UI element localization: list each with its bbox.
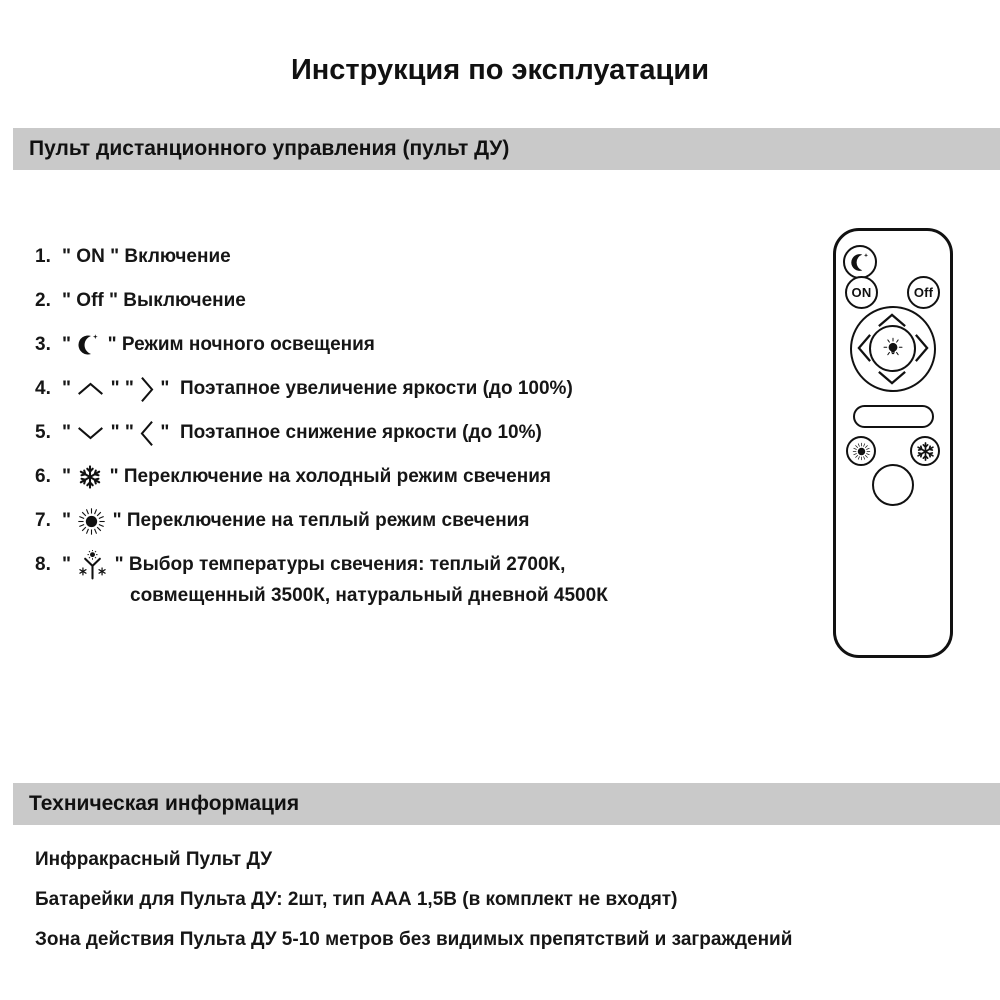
instruction-number: 7. xyxy=(35,510,51,531)
instruction-text: " xyxy=(62,334,77,355)
instruction-text: " Выбор температуры свечения: теплый 2700К, xyxy=(109,554,566,575)
moon-icon xyxy=(77,333,101,357)
dpad-down-icon xyxy=(874,370,910,385)
warm-sun-icon xyxy=(852,442,871,461)
remote-control-diagram xyxy=(833,228,953,658)
instruction-text: " Поэтапное увеличение яркости (до 100%) xyxy=(155,378,573,399)
moon-icon xyxy=(850,252,871,273)
instruction-text: " Переключение на холодный режим свечения xyxy=(104,466,551,487)
cold-mode-button xyxy=(910,436,940,466)
instruction-item xyxy=(35,411,608,455)
off-button-label: Off xyxy=(913,285,934,300)
off-button xyxy=(907,276,940,309)
section-header-tech-label: Техническая информация xyxy=(29,792,300,815)
dpad xyxy=(850,306,936,392)
instruction-item xyxy=(35,455,608,499)
instruction-text: " xyxy=(62,466,77,487)
instruction-item xyxy=(35,499,608,543)
instruction-number: 2. xyxy=(35,290,51,311)
temp-select-round-button xyxy=(872,464,914,506)
bulb-icon xyxy=(881,337,905,361)
instruction-text: " xyxy=(62,378,77,399)
night-mode-button xyxy=(843,245,877,279)
snowflake-icon xyxy=(915,441,936,462)
instruction-text: " xyxy=(62,554,77,575)
temp-select-icon xyxy=(77,550,108,581)
tech-line: Батарейки для Пульта ДУ: 2шт, тип ААА 1,5В (в комплект не входят) xyxy=(35,889,678,910)
chevron-right-icon xyxy=(140,376,154,403)
instruction-number: 8. xyxy=(35,554,51,575)
instruction-text: " Переключение на теплый режим свечения xyxy=(107,510,530,531)
instruction-item xyxy=(35,323,608,367)
on-button-label: ON xyxy=(851,285,872,300)
section-header-remote xyxy=(13,128,1000,170)
instruction-number: 5. xyxy=(35,422,51,443)
instruction-text: " Off " Выключение xyxy=(62,290,246,311)
page-title: Инструкция по эксплуатации xyxy=(290,54,710,86)
snowflake-icon xyxy=(77,464,103,490)
instruction-number: 3. xyxy=(35,334,51,355)
tech-line: Инфракрасный Пульт ДУ xyxy=(35,849,273,870)
instruction-text: " xyxy=(62,422,77,443)
instruction-item xyxy=(35,543,608,609)
dpad-right-icon xyxy=(914,330,929,366)
on-button xyxy=(845,276,878,309)
brightness-center-button xyxy=(869,325,916,372)
instruction-text: " ON " Включение xyxy=(62,246,231,267)
tech-info xyxy=(35,840,792,960)
section-header-tech xyxy=(13,783,1000,825)
instruction-text: " Поэтапное снижение яркости (до 10%) xyxy=(155,422,542,443)
chevron-left-icon xyxy=(140,420,154,447)
warm-mode-button xyxy=(846,436,876,466)
instruction-item xyxy=(35,367,608,411)
instruction-number: 4. xyxy=(35,378,51,399)
chevron-up-icon xyxy=(77,382,104,396)
instruction-text: " " xyxy=(105,422,140,443)
blank-pill-button xyxy=(853,405,934,428)
instruction-number: 1. xyxy=(35,246,51,267)
chevron-down-icon xyxy=(77,426,104,440)
instruction-text: " Режим ночного освещения xyxy=(102,334,375,355)
tech-line: Зона действия Пульта ДУ 5-10 метров без видимых препятствий и заграждений xyxy=(35,929,793,950)
section-header-remote-label: Пульт дистанционного управления (пульт ДУ) xyxy=(29,137,510,160)
instruction-text: " xyxy=(62,510,77,531)
warm-sun-icon xyxy=(77,507,106,536)
instruction-number: 6. xyxy=(35,466,51,487)
instruction-text: " " xyxy=(105,378,140,399)
instruction-text-line2: совмещенный 3500К, натуральный дневной 4500К xyxy=(130,585,608,606)
instruction-item xyxy=(35,279,608,323)
instruction-list xyxy=(35,235,608,609)
instruction-item xyxy=(35,235,608,279)
